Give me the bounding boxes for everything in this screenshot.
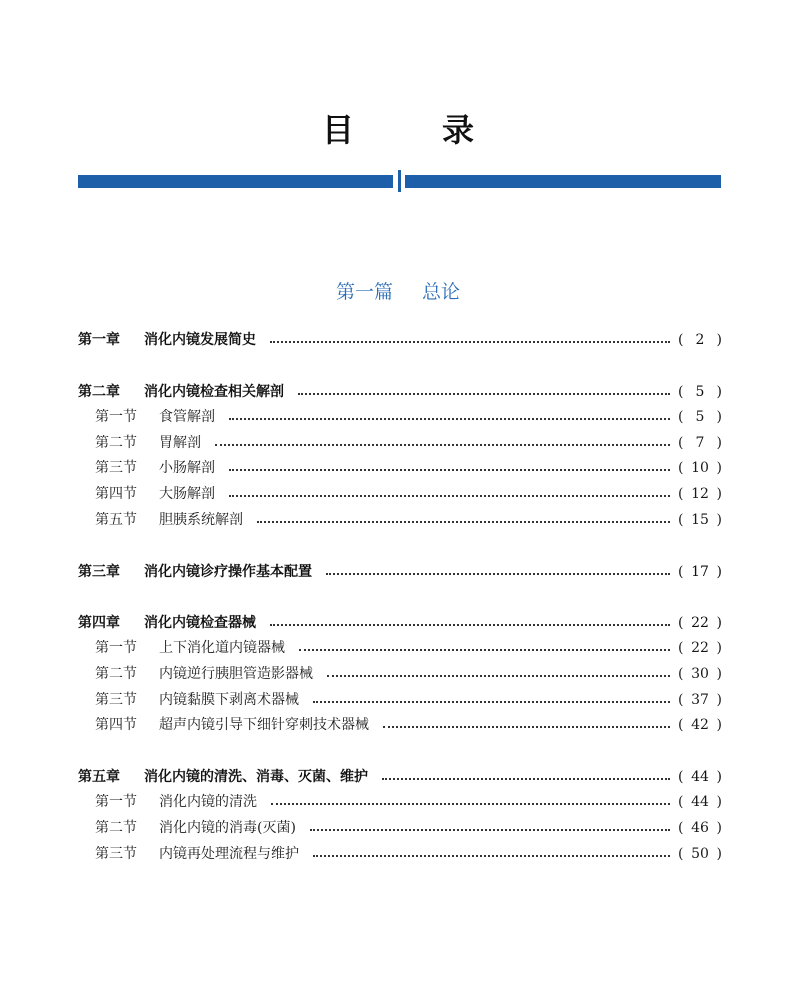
- page-number: 44: [691, 769, 709, 785]
- page-reference: [678, 406, 722, 428]
- open-paren: (: [678, 640, 684, 656]
- page-reference: [678, 329, 722, 351]
- close-paren: ): [716, 666, 722, 682]
- page-number: 44: [691, 794, 709, 810]
- section-number: 第二节: [95, 435, 137, 451]
- close-paren: ): [716, 769, 722, 785]
- toc-section-entry[interactable]: [95, 483, 722, 505]
- toc-section-entry[interactable]: [95, 432, 722, 454]
- dot-leader: [327, 673, 670, 677]
- page-number: 15: [691, 512, 709, 528]
- page-number: 5: [695, 384, 705, 400]
- close-paren: ): [716, 846, 722, 862]
- toc-section-entry[interactable]: [95, 791, 722, 813]
- close-paren: ): [716, 512, 722, 528]
- close-paren: ): [716, 460, 722, 476]
- open-paren: (: [678, 666, 684, 682]
- toc-section-entry[interactable]: [95, 637, 722, 659]
- page-number: 10: [691, 460, 709, 476]
- close-paren: ): [716, 692, 722, 708]
- section-number: 第三节: [95, 846, 137, 862]
- page-reference: [678, 612, 722, 634]
- page-reference: [678, 483, 722, 505]
- section-number: 第一节: [95, 640, 137, 656]
- toc-section-entry[interactable]: [95, 843, 722, 865]
- chapter-number: 第一章: [78, 332, 120, 348]
- dot-leader: [257, 519, 670, 523]
- dot-leader: [270, 622, 670, 626]
- page-reference: [678, 791, 722, 813]
- part-number: 第一篇: [336, 281, 394, 303]
- open-paren: (: [678, 820, 684, 836]
- dot-leader: [229, 493, 670, 497]
- section-title: 内镜再处理流程与维护: [159, 846, 299, 862]
- page-number: 22: [691, 640, 709, 656]
- close-paren: ): [716, 640, 722, 656]
- page-number: 12: [691, 486, 709, 502]
- page-number: 5: [695, 409, 705, 425]
- toc-section-entry[interactable]: [95, 689, 722, 711]
- section-title: 消化内镜的清洗: [159, 794, 257, 810]
- section-title: 上下消化道内镜器械: [159, 640, 285, 656]
- section-title: 食管解剖: [159, 409, 215, 425]
- page-number: 2: [695, 332, 705, 348]
- toc-section-entry[interactable]: [95, 663, 722, 685]
- open-paren: (: [678, 717, 684, 733]
- open-paren: (: [678, 460, 684, 476]
- dot-leader: [271, 801, 670, 805]
- dot-leader: [313, 699, 670, 703]
- chapter-title: 消化内镜的清洗、消毒、灭菌、维护: [144, 769, 368, 785]
- section-number: 第四节: [95, 717, 137, 733]
- section-number: 第三节: [95, 460, 137, 476]
- section-title: 大肠解剖: [159, 486, 215, 502]
- page-reference: [678, 457, 722, 479]
- toc-chapter-entry[interactable]: [78, 561, 722, 583]
- dot-leader: [270, 339, 670, 343]
- open-paren: (: [678, 486, 684, 502]
- page-number: 7: [695, 435, 705, 451]
- open-paren: (: [678, 692, 684, 708]
- section-number: 第四节: [95, 486, 137, 502]
- toc-section-entry[interactable]: [95, 817, 722, 839]
- close-paren: ): [716, 564, 722, 580]
- toc-section-entry[interactable]: [95, 457, 722, 479]
- toc-chapter-entry[interactable]: [78, 766, 722, 788]
- page-number: 22: [691, 615, 709, 631]
- open-paren: (: [678, 769, 684, 785]
- section-number: 第五节: [95, 512, 137, 528]
- page-reference: [678, 766, 722, 788]
- section-number: 第一节: [95, 409, 137, 425]
- open-paren: (: [678, 564, 684, 580]
- part-name: 总论: [422, 281, 461, 303]
- page-reference: [678, 663, 722, 685]
- dot-leader: [299, 647, 670, 651]
- open-paren: (: [678, 846, 684, 862]
- page-reference: [678, 714, 722, 736]
- toc-chapter-entry[interactable]: [78, 381, 722, 403]
- dot-leader: [229, 467, 670, 471]
- open-paren: (: [678, 332, 684, 348]
- close-paren: ): [716, 384, 722, 400]
- section-number: 第三节: [95, 692, 137, 708]
- chapter-number: 第四章: [78, 615, 120, 631]
- page-number: 37: [691, 692, 709, 708]
- section-title: 消化内镜的消毒(灭菌): [159, 820, 296, 836]
- page-reference: [678, 637, 722, 659]
- section-title: 内镜黏膜下剥离术器械: [159, 692, 299, 708]
- section-number: 第一节: [95, 794, 137, 810]
- page-number: 42: [691, 717, 709, 733]
- open-paren: (: [678, 409, 684, 425]
- section-title: 胆胰系统解剖: [159, 512, 243, 528]
- page-reference: [678, 817, 722, 839]
- close-paren: ): [716, 486, 722, 502]
- page-number: 46: [691, 820, 709, 836]
- dot-leader: [229, 416, 670, 420]
- open-paren: (: [678, 615, 684, 631]
- dot-leader: [382, 776, 670, 780]
- close-paren: ): [716, 794, 722, 810]
- page-number: 30: [691, 666, 709, 682]
- open-paren: (: [678, 794, 684, 810]
- title-char-2: 录: [442, 111, 475, 149]
- open-paren: (: [678, 384, 684, 400]
- dot-leader: [215, 442, 670, 446]
- dot-leader: [383, 724, 670, 728]
- toc-section-entry[interactable]: [95, 406, 722, 428]
- toc-section-entry[interactable]: [95, 509, 722, 531]
- page-number: 17: [691, 564, 709, 580]
- close-paren: ): [716, 615, 722, 631]
- toc-chapter-entry[interactable]: [78, 612, 722, 634]
- toc-chapter-entry[interactable]: [78, 329, 722, 351]
- toc-section-entry[interactable]: [95, 714, 722, 736]
- section-title: 内镜逆行胰胆管造影器械: [159, 666, 313, 682]
- dot-leader: [313, 853, 670, 857]
- dot-leader: [326, 571, 670, 575]
- page-reference: [678, 689, 722, 711]
- page-reference: [678, 432, 722, 454]
- section-title: 超声内镜引导下细针穿刺技术器械: [159, 717, 369, 733]
- close-paren: ): [716, 820, 722, 836]
- page-reference: [678, 381, 722, 403]
- page-reference: [678, 843, 722, 865]
- close-paren: ): [716, 717, 722, 733]
- section-title: 小肠解剖: [159, 460, 215, 476]
- close-paren: ): [716, 409, 722, 425]
- open-paren: (: [678, 435, 684, 451]
- chapter-title: 消化内镜检查器械: [144, 615, 256, 631]
- page-number: 50: [691, 846, 709, 862]
- chapter-title: 消化内镜诊疗操作基本配置: [144, 564, 312, 580]
- chapter-title: 消化内镜发展简史: [144, 332, 256, 348]
- chapter-number: 第五章: [78, 769, 120, 785]
- close-paren: ): [716, 435, 722, 451]
- page-reference: [678, 561, 722, 583]
- section-number: 第二节: [95, 666, 137, 682]
- page-reference: [678, 509, 722, 531]
- chapter-number: 第三章: [78, 564, 120, 580]
- title-char-1: 目: [322, 111, 355, 149]
- chapter-title: 消化内镜检查相关解剖: [144, 384, 284, 400]
- dot-leader: [298, 391, 670, 395]
- chapter-number: 第二章: [78, 384, 120, 400]
- section-number: 第二节: [95, 820, 137, 836]
- dot-leader: [310, 827, 670, 831]
- close-paren: ): [716, 332, 722, 348]
- open-paren: (: [678, 512, 684, 528]
- section-title: 胃解剖: [159, 435, 201, 451]
